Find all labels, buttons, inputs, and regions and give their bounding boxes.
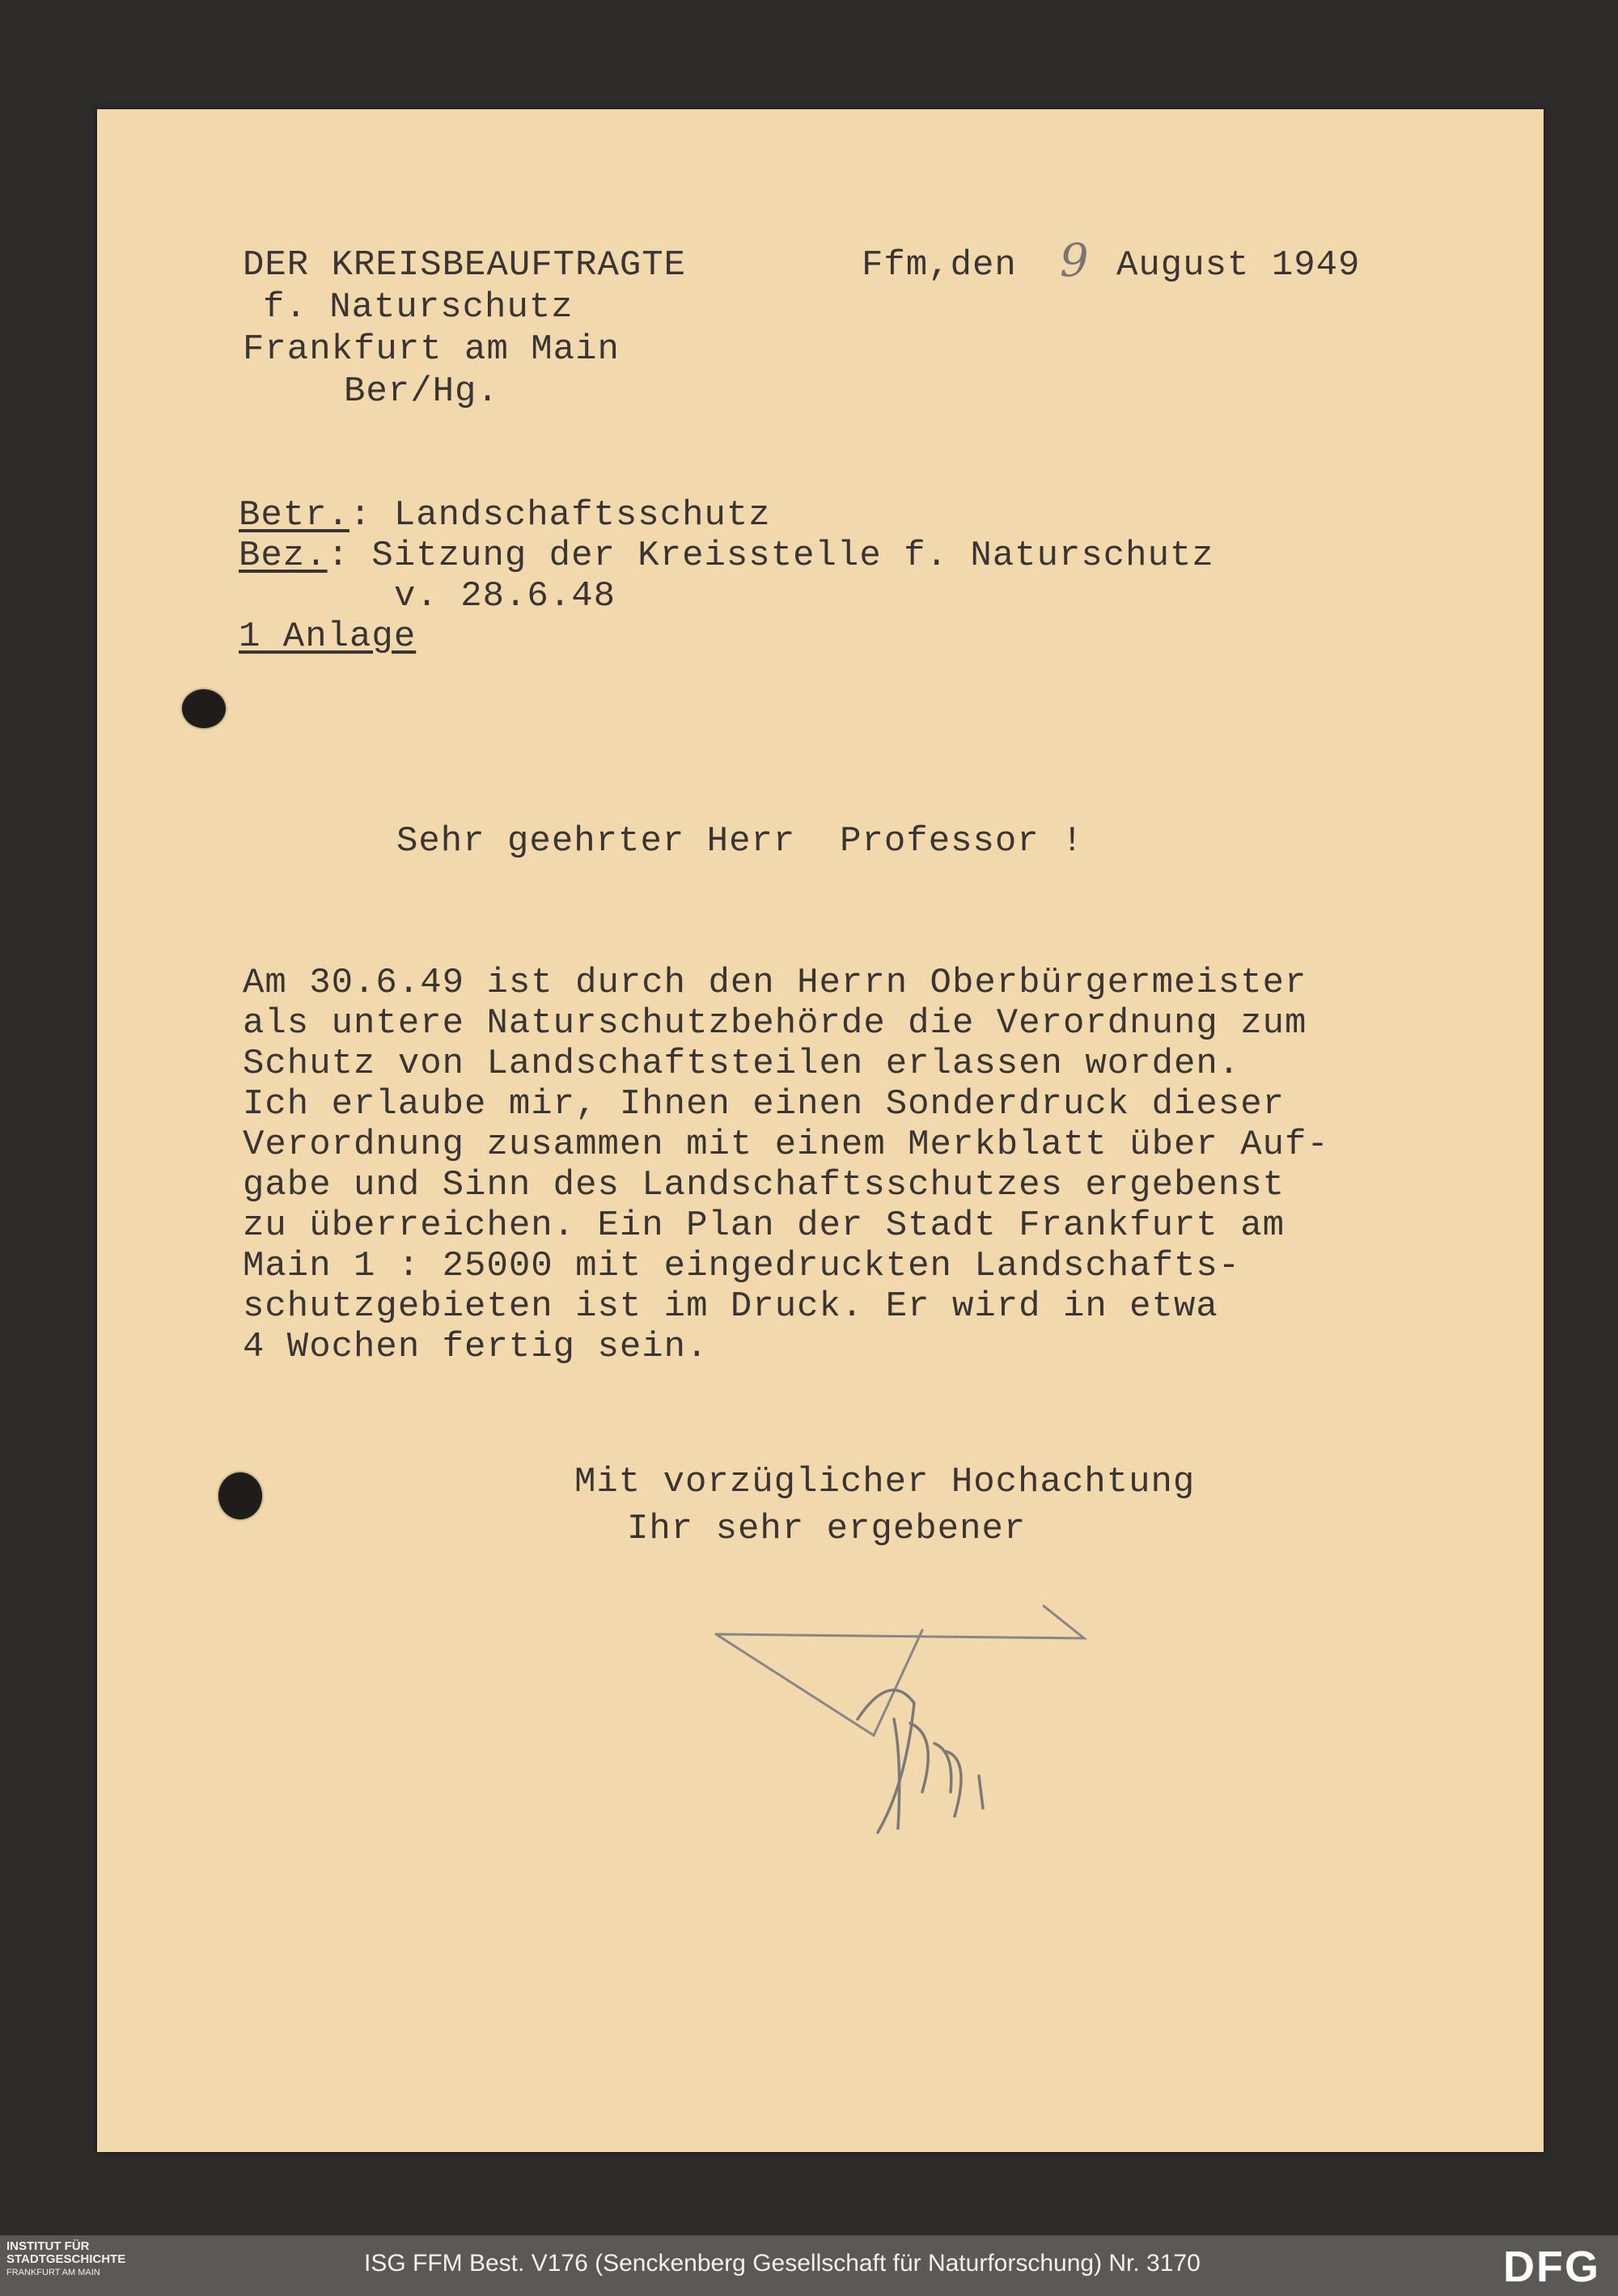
- sender-line-3: Frankfurt am Main: [243, 329, 620, 370]
- date-prefix: Ffm,den: [862, 245, 1017, 286]
- dfg-logo: DFG: [1503, 2243, 1600, 2291]
- bez-line-2: v. 28.6.48: [394, 576, 616, 616]
- bez-label: Bez.: [239, 536, 328, 576]
- body-line: Schutz von Landschaftsteilen erlassen worden.: [243, 1044, 1241, 1084]
- body-line: 4 Wochen fertig sein.: [243, 1327, 709, 1367]
- sender-line-2: f. Naturschutz: [263, 287, 574, 328]
- date-rest: August 1949: [1116, 245, 1361, 286]
- body-line: Main 1 : 25000 mit eingedruckten Landschafts-: [243, 1246, 1241, 1286]
- betr-text: : Landschaftsschutz: [349, 495, 771, 536]
- salutation: Sehr geehrter Herr Professor !: [396, 821, 1084, 862]
- handwritten-day: 9: [1060, 235, 1089, 287]
- institute-line-1: INSTITUT FÜR: [6, 2239, 90, 2253]
- bez-line: [239, 536, 1214, 576]
- body-line: zu überreichen. Ein Plan der Stadt Frankfurt am: [243, 1205, 1286, 1246]
- institute-line-3: FRANKFURT AM MAIN: [6, 2268, 100, 2277]
- sender-line-1: DER KREISBEAUFTRAGTE: [243, 245, 687, 286]
- bez-text: : Sitzung der Kreisstelle f. Naturschutz: [327, 536, 1214, 576]
- body-line: Am 30.6.49 ist durch den Herrn Oberbürgermeister: [243, 963, 1307, 1003]
- closing-line-1: Mit vorzüglicher Hochachtung: [574, 1462, 1196, 1502]
- archive-caption: ISG FFM Best. V176 (Senckenberg Gesellschaft für Naturforschung) Nr. 3170: [364, 2250, 1201, 2277]
- signature: [704, 1549, 1125, 1897]
- body-line: schutzgebieten ist im Druck. Er wird in etwa: [243, 1286, 1218, 1327]
- body-line: als untere Naturschutzbehörde die Verordnung zum: [243, 1003, 1307, 1044]
- body-line: Verordnung zusammen mit einem Merkblatt über Auf-: [243, 1125, 1329, 1165]
- betr-line: [239, 495, 771, 536]
- body-line: gabe und Sinn des Landschaftsschutzes ergebenst: [243, 1165, 1286, 1205]
- punch-hole-bottom: [218, 1472, 262, 1519]
- closing-line-2: Ihr sehr ergebener: [627, 1509, 1027, 1549]
- institute-line-2: STADTGESCHICHTE: [6, 2252, 126, 2266]
- body-line: Ich erlaube mir, Ihnen einen Sonderdruck dieser: [243, 1084, 1286, 1125]
- letter-paper: [97, 109, 1544, 2152]
- betr-label: Betr.: [239, 495, 350, 536]
- institute-logo: [6, 2240, 125, 2279]
- punch-hole-top: [182, 689, 226, 728]
- anlage-line: 1 Anlage: [239, 616, 417, 657]
- sender-line-4: Ber/Hg.: [344, 371, 499, 412]
- archive-footer: [0, 2235, 1618, 2296]
